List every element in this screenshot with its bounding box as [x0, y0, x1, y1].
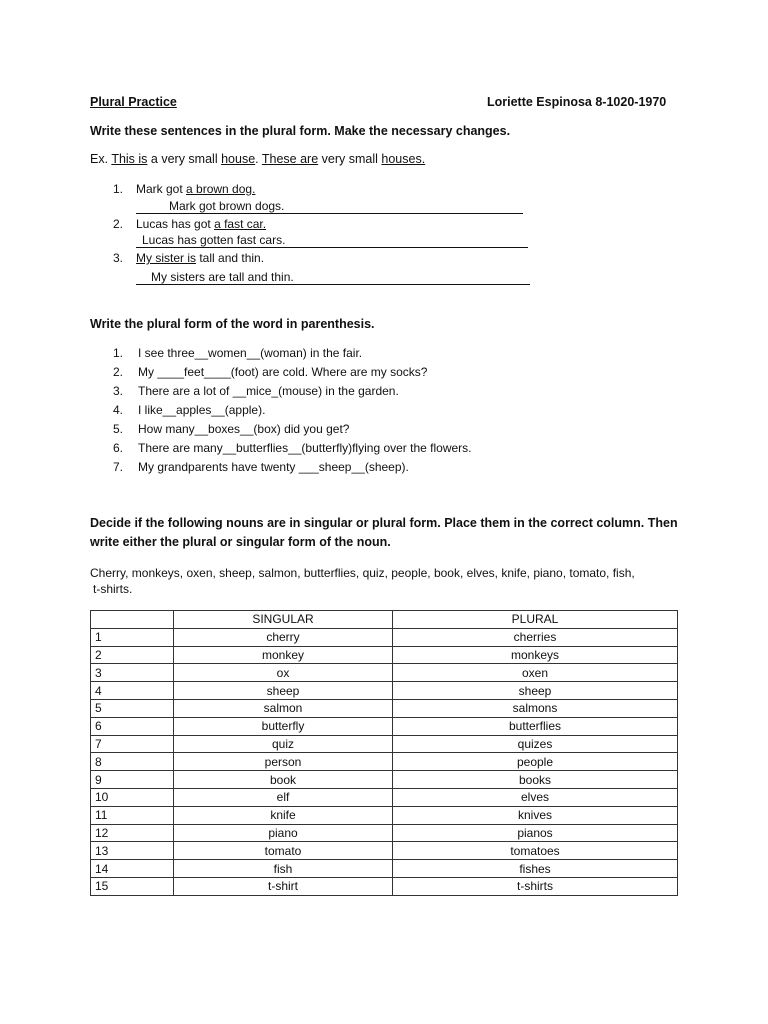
header-number: [91, 611, 174, 629]
header-singular: SINGULAR: [174, 611, 393, 629]
singular-cell[interactable]: person: [174, 753, 393, 771]
row-number: 8: [91, 753, 174, 771]
row-number: 14: [91, 860, 174, 878]
table-row: [91, 628, 678, 646]
answer-line-2[interactable]: [136, 233, 528, 248]
example-these-are: These are: [261, 152, 319, 166]
plural-cell[interactable]: monkeys: [393, 646, 678, 664]
row-number: 4: [91, 682, 174, 700]
item-underlined: a brown dog.: [186, 182, 256, 196]
answer-line-1[interactable]: [136, 199, 523, 214]
table-row: [91, 735, 678, 753]
item-text[interactable]: There are a lot of __mice_(mouse) in the garden.: [138, 384, 399, 398]
item-pre: Mark got: [136, 182, 183, 196]
example-this-is: This is: [111, 152, 148, 166]
item-text[interactable]: I like__apples__(apple).: [138, 403, 266, 417]
example-sentence: [90, 152, 425, 166]
list-item: [113, 439, 613, 458]
section3-instruction-line2: write either the plural or singular form of the noun.: [90, 535, 391, 549]
item-number: 7.: [113, 460, 124, 474]
singular-cell[interactable]: sheep: [174, 682, 393, 700]
table-row: [91, 860, 678, 878]
header-plural: PLURAL: [393, 611, 678, 629]
item-text[interactable]: There are many__butterflies__(butterfly)flying over the flowers.: [138, 441, 472, 455]
row-number: 11: [91, 806, 174, 824]
singular-cell[interactable]: fish: [174, 860, 393, 878]
plural-cell[interactable]: elves: [393, 788, 678, 806]
table-row: [91, 824, 678, 842]
row-number: 12: [91, 824, 174, 842]
item-number: 6.: [113, 441, 124, 455]
item-number: 1.: [113, 182, 124, 196]
singular-cell[interactable]: quiz: [174, 735, 393, 753]
singular-cell[interactable]: t-shirt: [174, 877, 393, 895]
table-row: [91, 806, 678, 824]
answer-text: Lucas has gotten fast cars.: [142, 233, 286, 247]
item-number: 1.: [113, 346, 124, 360]
plural-cell[interactable]: people: [393, 753, 678, 771]
table-header-row: [91, 611, 678, 629]
plural-cell[interactable]: salmons: [393, 699, 678, 717]
answer-text: My sisters are tall and thin.: [151, 270, 294, 284]
table-row: [91, 682, 678, 700]
list-item: [113, 344, 613, 363]
item-text[interactable]: My grandparents have twenty ___sheep__(sheep).: [138, 460, 409, 474]
item-underlined: a fast car.: [214, 217, 267, 231]
item-number: 4.: [113, 403, 124, 417]
plural-cell[interactable]: butterflies: [393, 717, 678, 735]
nouns-list-line2: t-shirts.: [93, 582, 133, 596]
singular-cell[interactable]: butterfly: [174, 717, 393, 735]
plural-cell[interactable]: quizes: [393, 735, 678, 753]
item-number: 5.: [113, 422, 124, 436]
table-row: [91, 664, 678, 682]
nouns-list-line1: Cherry, monkeys, oxen, sheep, salmon, butterflies, quiz, people, book, elves, knife, piano, tomato, fish,: [90, 566, 635, 580]
sentence-item-1: [113, 182, 255, 196]
example-period: .: [255, 152, 259, 166]
plural-cell[interactable]: sheep: [393, 682, 678, 700]
row-number: 10: [91, 788, 174, 806]
singular-plural-table: [90, 610, 678, 896]
list-item: [113, 363, 613, 382]
table-row: [91, 788, 678, 806]
list-item: [113, 382, 613, 401]
row-number: 3: [91, 664, 174, 682]
list-item: [113, 420, 613, 439]
table-row: [91, 699, 678, 717]
singular-cell[interactable]: piano: [174, 824, 393, 842]
answer-text: Mark got brown dogs.: [169, 199, 285, 213]
item-underlined: My sister is: [136, 251, 196, 265]
plural-cell[interactable]: t-shirts: [393, 877, 678, 895]
list-item: [113, 401, 613, 420]
example-houses: houses.: [381, 152, 426, 166]
item-text[interactable]: My ____feet____(foot) are cold. Where are my socks?: [138, 365, 428, 379]
singular-cell[interactable]: elf: [174, 788, 393, 806]
item-text[interactable]: I see three__women__(woman) in the fair.: [138, 346, 363, 360]
sentence-item-2: [113, 217, 266, 231]
singular-cell[interactable]: tomato: [174, 842, 393, 860]
table-row: [91, 753, 678, 771]
section2-instruction: Write the plural form of the word in parenthesis.: [90, 317, 375, 331]
student-info: Loriette Espinosa 8-1020-1970: [487, 95, 667, 109]
singular-cell[interactable]: cherry: [174, 628, 393, 646]
row-number: 1: [91, 628, 174, 646]
row-number: 15: [91, 877, 174, 895]
row-number: 13: [91, 842, 174, 860]
plural-cell[interactable]: knives: [393, 806, 678, 824]
row-number: 2: [91, 646, 174, 664]
row-number: 5: [91, 699, 174, 717]
plural-cell[interactable]: tomatoes: [393, 842, 678, 860]
item-number: 2.: [113, 217, 124, 231]
plural-cell[interactable]: oxen: [393, 664, 678, 682]
example-prefix: Ex.: [90, 152, 109, 166]
item-number: 3.: [113, 384, 124, 398]
table-row: [91, 646, 678, 664]
page-title: Plural Practice: [90, 95, 177, 109]
plural-word-list: [113, 344, 613, 477]
singular-cell[interactable]: knife: [174, 806, 393, 824]
list-item: [113, 458, 613, 477]
item-number: 3.: [113, 251, 124, 265]
answer-line-3[interactable]: [136, 270, 530, 285]
example-a-very-small: a very small: [150, 152, 218, 166]
singular-cell[interactable]: ox: [174, 664, 393, 682]
example-very-small: very small: [321, 152, 378, 166]
item-text[interactable]: How many__boxes__(box) did you get?: [138, 422, 350, 436]
plural-cell[interactable]: cherries: [393, 628, 678, 646]
table-row: [91, 717, 678, 735]
item-number: 2.: [113, 365, 124, 379]
section3-instruction-line1: Decide if the following nouns are in singular or plural form. Place them in the correct column. Then: [90, 516, 678, 530]
singular-cell[interactable]: salmon: [174, 699, 393, 717]
section1-instruction: Write these sentences in the plural form. Make the necessary changes.: [90, 124, 511, 138]
row-number: 9: [91, 771, 174, 789]
singular-cell[interactable]: book: [174, 771, 393, 789]
row-number: 6: [91, 717, 174, 735]
singular-cell[interactable]: monkey: [174, 646, 393, 664]
plural-cell[interactable]: books: [393, 771, 678, 789]
plural-cell[interactable]: pianos: [393, 824, 678, 842]
table-row: [91, 877, 678, 895]
sentence-item-3: [113, 251, 264, 265]
item-pre: Lucas has got: [136, 217, 211, 231]
table-row: [91, 771, 678, 789]
row-number: 7: [91, 735, 174, 753]
plural-cell[interactable]: fishes: [393, 860, 678, 878]
example-house: house: [221, 152, 256, 166]
item-post: tall and thin.: [199, 251, 265, 265]
table-row: [91, 842, 678, 860]
